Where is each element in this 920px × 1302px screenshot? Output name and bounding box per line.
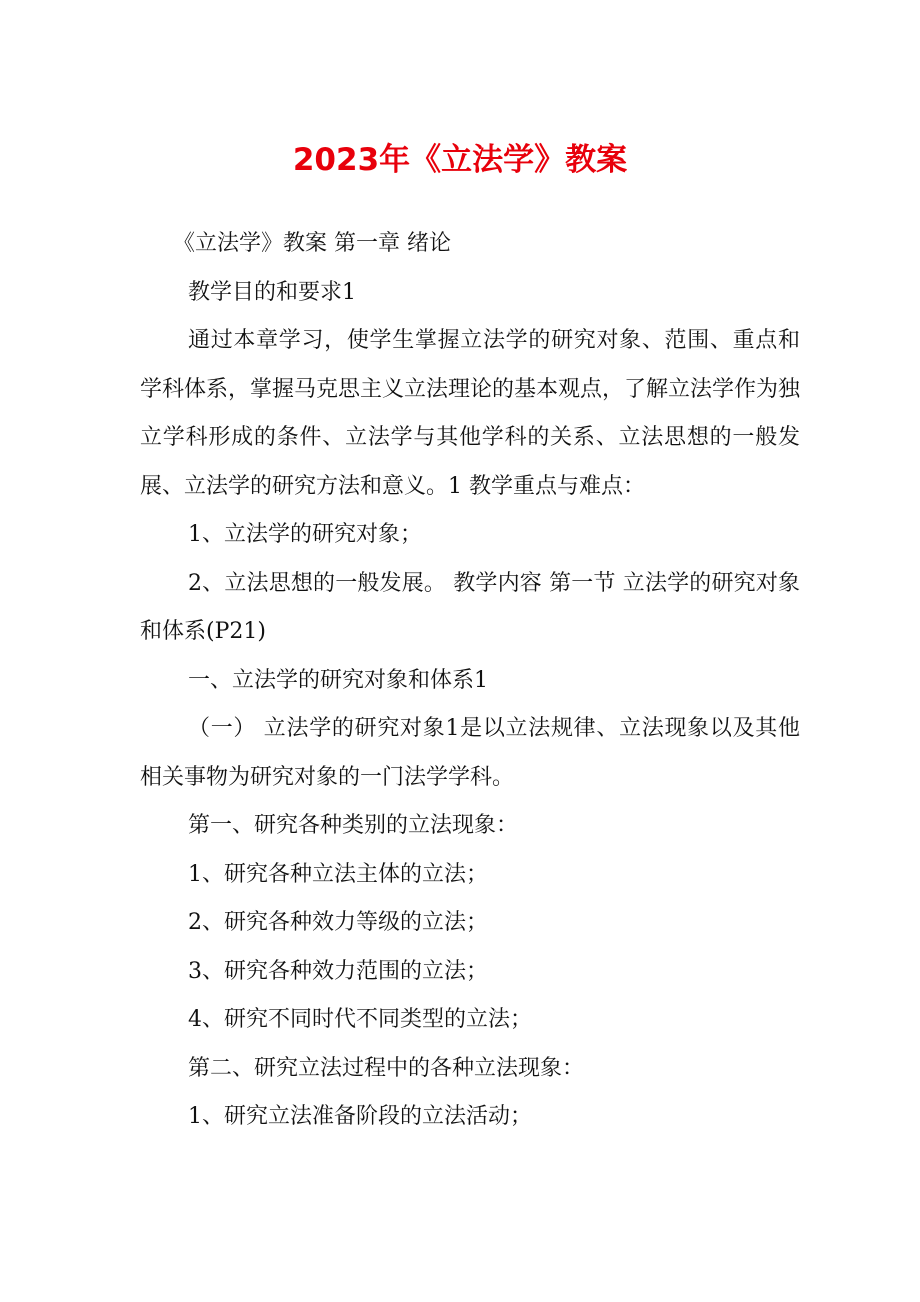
paragraph-second-category: 第二、研究立法过程中的各种立法现象： xyxy=(188,1055,585,1081)
paragraph-teaching-goals: 通过本章学习，使学生掌握立法学的研究对象、范围、重点和学科体系，掌握马克思主义立法理论的基本观点，了解立法学作为独立学科形成的条件、立法学与其他学科的关系、立法思想的一般发展、立法学的研究方法和意义。1 教学重点与难点： xyxy=(140,328,801,499)
paragraph-chapter-heading: 《立法学》教案 第一章 绪论 xyxy=(173,231,451,256)
paragraph-section-heading: 一、立法学的研究对象和体系1 xyxy=(188,667,488,693)
paragraph-key-point-2: 2、立法思想的一般发展。 教学内容 第一节 立法学的研究对象和体系(P21) xyxy=(140,570,800,644)
document-body xyxy=(140,220,800,1142)
paragraph-research-object: （一） 立法学的研究对象1是以立法规律、立法现象以及其他相关事物为研究对象的一门法学学科。 xyxy=(140,716,800,790)
paragraph-list-item: 4、研究不同时代不同类型的立法； xyxy=(188,1007,532,1032)
paragraph-key-point-1: 1、立法学的研究对象； xyxy=(188,522,422,547)
paragraph-list-item: 1、研究立法准备阶段的立法活动； xyxy=(188,1104,532,1129)
paragraph-first-category: 第一、研究各种类别的立法现象： xyxy=(188,813,519,838)
paragraph-list-item: 1、研究各种立法主体的立法； xyxy=(188,861,488,887)
paragraph-list-item: 2、研究各种效力等级的立法； xyxy=(188,910,488,935)
document-title: 2023年《立法学》教案 xyxy=(292,142,628,178)
paragraph-teaching-goals-heading: 教学目的和要求1 xyxy=(188,279,356,305)
paragraph-list-item: 3、研究各种效力范围的立法； xyxy=(188,958,488,984)
